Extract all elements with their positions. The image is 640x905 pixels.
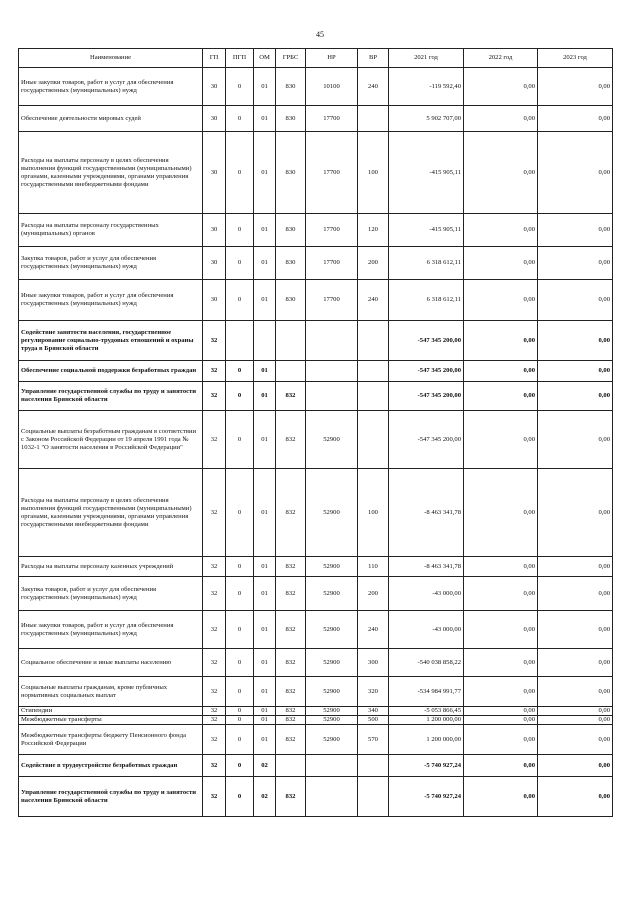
cell-nr: 52900: [306, 707, 358, 716]
cell-om: 01: [254, 611, 276, 649]
cell-om: [254, 321, 276, 361]
cell-vr: [358, 321, 389, 361]
cell-gp: 30: [203, 247, 226, 280]
cell-pgp: 0: [226, 469, 254, 557]
cell-name: Иные закупки товаров, работ и услуг для обеспечения государственных (муниципальных) нужд: [19, 68, 203, 106]
cell-om: 01: [254, 280, 276, 321]
cell-vr: 340: [358, 707, 389, 716]
cell-nr: 52900: [306, 677, 358, 707]
cell-gp: 32: [203, 611, 226, 649]
cell-2021: -43 000,00: [389, 611, 464, 649]
cell-grbs: 832: [276, 649, 306, 677]
cell-gp: 32: [203, 725, 226, 755]
cell-gp: 32: [203, 411, 226, 469]
cell-2022: 0,00: [464, 132, 538, 214]
header-pgp: ПГП: [226, 49, 254, 68]
cell-2021: -540 038 858,22: [389, 649, 464, 677]
cell-2023: 0,00: [538, 716, 613, 725]
cell-name: Расходы на выплаты персоналу в целях обеспечения выполнения функций государственными (муниципальными) органами, казенными учреждениями, органами управления государственными внебюджетными фондами: [19, 469, 203, 557]
cell-pgp: 0: [226, 557, 254, 577]
cell-2023: 0,00: [538, 411, 613, 469]
cell-nr: 52900: [306, 469, 358, 557]
cell-2022: 0,00: [464, 247, 538, 280]
header-gp: ГП: [203, 49, 226, 68]
cell-name: Межбюджетные трансферты: [19, 716, 203, 725]
cell-2021: -547 345 200,00: [389, 361, 464, 382]
cell-vr: 200: [358, 247, 389, 280]
table-row: [19, 106, 613, 132]
cell-2021: -5 740 927,24: [389, 777, 464, 817]
cell-2021: -8 463 341,78: [389, 557, 464, 577]
cell-grbs: 832: [276, 411, 306, 469]
cell-2021: -547 345 200,00: [389, 411, 464, 469]
cell-om: 02: [254, 777, 276, 817]
cell-name: Обеспечение деятельности мировых судей: [19, 106, 203, 132]
cell-pgp: 0: [226, 611, 254, 649]
table-row: [19, 247, 613, 280]
cell-pgp: 0: [226, 411, 254, 469]
table-row: [19, 577, 613, 611]
cell-2023: 0,00: [538, 106, 613, 132]
cell-2021: -547 345 200,00: [389, 321, 464, 361]
cell-2023: 0,00: [538, 361, 613, 382]
cell-vr: 200: [358, 577, 389, 611]
header-om: ОМ: [254, 49, 276, 68]
table-row: [19, 725, 613, 755]
cell-2022: 0,00: [464, 577, 538, 611]
cell-2022: 0,00: [464, 707, 538, 716]
cell-vr: 320: [358, 677, 389, 707]
cell-nr: [306, 382, 358, 411]
table-row: [19, 611, 613, 649]
cell-gp: 32: [203, 707, 226, 716]
cell-2021: 6 318 612,11: [389, 280, 464, 321]
cell-vr: 300: [358, 649, 389, 677]
cell-gp: 30: [203, 280, 226, 321]
cell-2022: 0,00: [464, 469, 538, 557]
cell-gp: 32: [203, 716, 226, 725]
cell-om: 01: [254, 577, 276, 611]
cell-grbs: 832: [276, 557, 306, 577]
table-row: [19, 411, 613, 469]
cell-om: 01: [254, 677, 276, 707]
cell-gp: 32: [203, 557, 226, 577]
cell-name: Содействие в трудоустройстве безработных граждан: [19, 755, 203, 777]
cell-nr: 52900: [306, 577, 358, 611]
cell-2022: 0,00: [464, 611, 538, 649]
header-name: Наименование: [19, 49, 203, 68]
cell-gp: 30: [203, 106, 226, 132]
cell-grbs: 832: [276, 716, 306, 725]
cell-name: Иные закупки товаров, работ и услуг для обеспечения государственных (муниципальных) нужд: [19, 611, 203, 649]
cell-2022: 0,00: [464, 411, 538, 469]
budget-table: [18, 48, 613, 817]
cell-2023: 0,00: [538, 321, 613, 361]
cell-2021: -5 740 927,24: [389, 755, 464, 777]
cell-pgp: 0: [226, 68, 254, 106]
cell-2021: -547 345 200,00: [389, 382, 464, 411]
table-header-row: [19, 49, 613, 68]
cell-nr: [306, 321, 358, 361]
cell-om: 01: [254, 707, 276, 716]
header-nr: НР: [306, 49, 358, 68]
cell-nr: [306, 361, 358, 382]
cell-name: Межбюджетные трансферты бюджету Пенсионного фонда Российской Федерации: [19, 725, 203, 755]
cell-grbs: 832: [276, 577, 306, 611]
cell-pgp: [226, 321, 254, 361]
cell-grbs: 832: [276, 611, 306, 649]
cell-name: Обеспечение социальной поддержки безработных граждан: [19, 361, 203, 382]
cell-vr: 500: [358, 716, 389, 725]
cell-name: Стипендии: [19, 707, 203, 716]
cell-pgp: 0: [226, 577, 254, 611]
cell-gp: 32: [203, 469, 226, 557]
cell-nr: 17700: [306, 247, 358, 280]
cell-gp: 32: [203, 777, 226, 817]
cell-gp: 30: [203, 132, 226, 214]
cell-pgp: 0: [226, 106, 254, 132]
cell-vr: 240: [358, 68, 389, 106]
cell-om: 01: [254, 214, 276, 247]
cell-name: Расходы на выплаты персоналу казенных учреждений: [19, 557, 203, 577]
cell-nr: 17700: [306, 106, 358, 132]
cell-2023: 0,00: [538, 132, 613, 214]
cell-gp: 32: [203, 755, 226, 777]
cell-grbs: 832: [276, 469, 306, 557]
cell-pgp: 0: [226, 361, 254, 382]
cell-vr: [358, 361, 389, 382]
cell-gp: 32: [203, 649, 226, 677]
cell-2023: 0,00: [538, 725, 613, 755]
cell-2023: 0,00: [538, 280, 613, 321]
cell-vr: 240: [358, 611, 389, 649]
cell-grbs: 830: [276, 280, 306, 321]
cell-grbs: 832: [276, 707, 306, 716]
table-row: [19, 361, 613, 382]
cell-nr: 17700: [306, 280, 358, 321]
cell-pgp: 0: [226, 247, 254, 280]
cell-2021: -5 053 866,45: [389, 707, 464, 716]
cell-2023: 0,00: [538, 777, 613, 817]
cell-name: Расходы на выплаты персоналу в целях обеспечения выполнения функций государственными (муниципальными) органами, казенными учреждениями, органами управления государственными внебюджетными фондами: [19, 132, 203, 214]
cell-grbs: 830: [276, 132, 306, 214]
cell-2021: -119 592,40: [389, 68, 464, 106]
cell-grbs: [276, 321, 306, 361]
page-number: 45: [316, 30, 324, 39]
cell-om: 01: [254, 68, 276, 106]
cell-gp: 32: [203, 677, 226, 707]
cell-2022: 0,00: [464, 382, 538, 411]
table-row: [19, 677, 613, 707]
cell-2022: 0,00: [464, 214, 538, 247]
table-row: [19, 132, 613, 214]
cell-2021: 5 902 707,00: [389, 106, 464, 132]
table-row: [19, 280, 613, 321]
cell-gp: 32: [203, 361, 226, 382]
cell-nr: 10100: [306, 68, 358, 106]
cell-2021: -415 905,11: [389, 132, 464, 214]
table-row: [19, 68, 613, 106]
cell-2023: 0,00: [538, 382, 613, 411]
cell-om: 01: [254, 411, 276, 469]
cell-grbs: 832: [276, 677, 306, 707]
cell-2021: 6 318 612,11: [389, 247, 464, 280]
cell-om: 01: [254, 247, 276, 280]
cell-gp: 32: [203, 577, 226, 611]
cell-om: 01: [254, 361, 276, 382]
cell-2021: -43 000,00: [389, 577, 464, 611]
cell-om: 02: [254, 755, 276, 777]
cell-2023: 0,00: [538, 557, 613, 577]
cell-name: Закупка товаров, работ и услуг для обеспечения государственных (муниципальных) нужд: [19, 247, 203, 280]
cell-2023: 0,00: [538, 611, 613, 649]
cell-vr: 100: [358, 132, 389, 214]
cell-2021: -8 463 341,78: [389, 469, 464, 557]
cell-grbs: 830: [276, 247, 306, 280]
cell-nr: 52900: [306, 611, 358, 649]
cell-vr: 240: [358, 280, 389, 321]
cell-name: Социальное обеспечение и иные выплаты населению: [19, 649, 203, 677]
header-grbs: ГРБС: [276, 49, 306, 68]
cell-2022: 0,00: [464, 677, 538, 707]
cell-2022: 0,00: [464, 361, 538, 382]
cell-2022: 0,00: [464, 280, 538, 321]
table-row: [19, 382, 613, 411]
cell-2023: 0,00: [538, 469, 613, 557]
cell-nr: 52900: [306, 411, 358, 469]
cell-2023: 0,00: [538, 247, 613, 280]
cell-vr: [358, 382, 389, 411]
cell-gp: 30: [203, 68, 226, 106]
cell-grbs: 832: [276, 725, 306, 755]
cell-vr: 110: [358, 557, 389, 577]
table-row: [19, 707, 613, 716]
cell-2023: 0,00: [538, 677, 613, 707]
cell-pgp: 0: [226, 649, 254, 677]
cell-gp: 30: [203, 214, 226, 247]
cell-name: Управление государственной службы по труду и занятости населения Брянской области: [19, 777, 203, 817]
cell-gp: 32: [203, 382, 226, 411]
cell-2022: 0,00: [464, 68, 538, 106]
cell-vr: 120: [358, 214, 389, 247]
cell-2021: -534 984 991,77: [389, 677, 464, 707]
cell-vr: [358, 755, 389, 777]
cell-2023: 0,00: [538, 577, 613, 611]
cell-nr: [306, 777, 358, 817]
cell-grbs: 832: [276, 382, 306, 411]
cell-nr: 52900: [306, 649, 358, 677]
header-2023: 2023 год: [538, 49, 613, 68]
header-2022: 2022 год: [464, 49, 538, 68]
cell-om: 01: [254, 469, 276, 557]
cell-gp: 32: [203, 321, 226, 361]
header-vr: ВР: [358, 49, 389, 68]
cell-pgp: 0: [226, 382, 254, 411]
cell-nr: 17700: [306, 132, 358, 214]
cell-name: Содействие занятости населения, государственное регулирование социально-трудовых отношений и охраны труда в Брянской области: [19, 321, 203, 361]
cell-grbs: 832: [276, 777, 306, 817]
cell-name: Закупка товаров, работ и услуг для обеспечения государственных (муниципальных) нужд: [19, 577, 203, 611]
table-row: [19, 777, 613, 817]
cell-2022: 0,00: [464, 716, 538, 725]
cell-2022: 0,00: [464, 725, 538, 755]
cell-2022: 0,00: [464, 557, 538, 577]
cell-nr: 52900: [306, 716, 358, 725]
cell-vr: [358, 777, 389, 817]
cell-2023: 0,00: [538, 68, 613, 106]
table-row: [19, 321, 613, 361]
cell-om: 01: [254, 649, 276, 677]
cell-pgp: 0: [226, 214, 254, 247]
cell-2022: 0,00: [464, 755, 538, 777]
table-row: [19, 557, 613, 577]
cell-2021: 1 200 000,00: [389, 725, 464, 755]
cell-2021: -415 905,11: [389, 214, 464, 247]
cell-name: Расходы на выплаты персоналу государственных (муниципальных) органов: [19, 214, 203, 247]
header-2021: 2021 год: [389, 49, 464, 68]
cell-nr: 52900: [306, 557, 358, 577]
cell-grbs: 830: [276, 68, 306, 106]
cell-om: 01: [254, 716, 276, 725]
cell-grbs: 830: [276, 214, 306, 247]
cell-pgp: 0: [226, 707, 254, 716]
cell-vr: 570: [358, 725, 389, 755]
cell-pgp: 0: [226, 716, 254, 725]
cell-name: Управление государственной службы по труду и занятости населения Брянской области: [19, 382, 203, 411]
cell-2023: 0,00: [538, 707, 613, 716]
cell-om: 01: [254, 132, 276, 214]
table-row: [19, 469, 613, 557]
cell-nr: 52900: [306, 725, 358, 755]
cell-grbs: [276, 755, 306, 777]
table-row: [19, 755, 613, 777]
cell-2022: 0,00: [464, 649, 538, 677]
cell-2022: 0,00: [464, 777, 538, 817]
cell-om: 01: [254, 382, 276, 411]
cell-pgp: 0: [226, 777, 254, 817]
cell-2023: 0,00: [538, 649, 613, 677]
cell-grbs: 830: [276, 106, 306, 132]
cell-2023: 0,00: [538, 755, 613, 777]
cell-2022: 0,00: [464, 106, 538, 132]
cell-pgp: 0: [226, 677, 254, 707]
cell-name: Социальные выплаты гражданам, кроме публичных нормативных социальных выплат: [19, 677, 203, 707]
table-row: [19, 716, 613, 725]
cell-pgp: 0: [226, 280, 254, 321]
table-row: [19, 214, 613, 247]
cell-nr: 17700: [306, 214, 358, 247]
cell-nr: [306, 755, 358, 777]
cell-om: 01: [254, 725, 276, 755]
cell-om: 01: [254, 557, 276, 577]
cell-name: Иные закупки товаров, работ и услуг для обеспечения государственных (муниципальных) нужд: [19, 280, 203, 321]
cell-om: 01: [254, 106, 276, 132]
cell-name: Социальные выплаты безработным гражданам в соответствии с Законом Российской Федерации от 19 апреля 1991 года № 1032-1 "О занятости населения в Российской Федерации": [19, 411, 203, 469]
table-row: [19, 649, 613, 677]
cell-vr: 100: [358, 469, 389, 557]
cell-2023: 0,00: [538, 214, 613, 247]
cell-pgp: 0: [226, 132, 254, 214]
cell-pgp: 0: [226, 755, 254, 777]
cell-2022: 0,00: [464, 321, 538, 361]
cell-vr: [358, 106, 389, 132]
cell-2021: 1 200 000,00: [389, 716, 464, 725]
cell-pgp: 0: [226, 725, 254, 755]
cell-grbs: [276, 361, 306, 382]
cell-vr: [358, 411, 389, 469]
